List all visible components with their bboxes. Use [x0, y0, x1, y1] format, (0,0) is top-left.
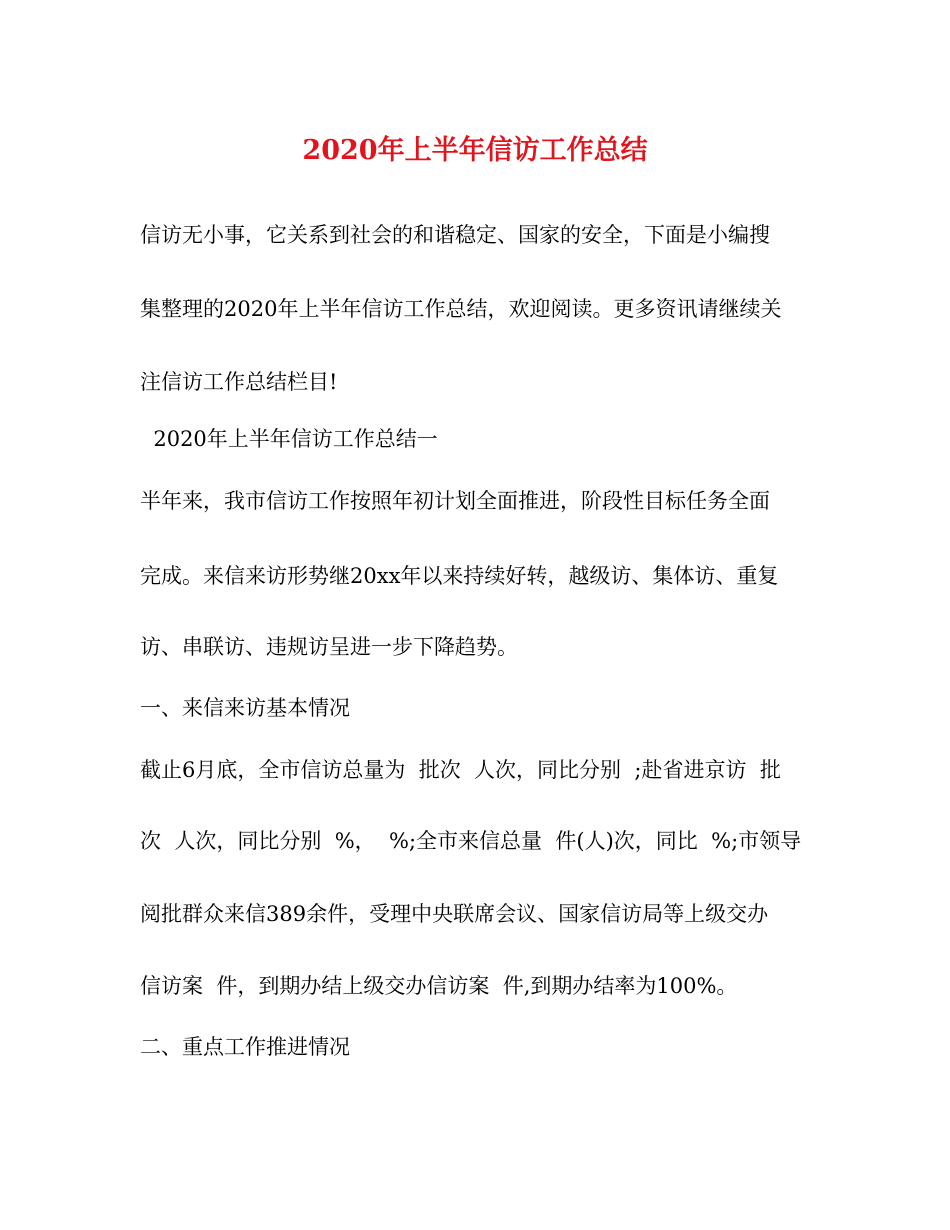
intro-line-2: 集整理的2020年上半年信访工作总结，欢迎阅读。更多资讯请继续关 [140, 297, 782, 321]
heading-2: 二、重点工作推进情况 [140, 1035, 350, 1059]
intro-line-1: 信访无小事，它关系到社会的和谐稳定、国家的安全，下面是小编搜 [140, 223, 770, 247]
paragraph-2-line-3: 阅批群众来信389余件，受理中央联席会议、国家信访局等上级交办 [140, 902, 769, 926]
page-title: 2020年上半年信访工作总结 [302, 135, 648, 166]
paragraph-1-line-3: 访、串联访、违规访呈进一步下降趋势。 [140, 635, 518, 659]
paragraph-2-line-4: 信访案 件，到期办结上级交办信访案 件,到期办结率为100%。 [140, 974, 738, 998]
paragraph-2-line-2: 次 人次，同比分别 %， %;全市来信总量 件(人)次，同比 %;市领导 [140, 829, 802, 853]
paragraph-2-line-1: 截止6月底，全市信访总量为 批次 人次，同比分别 ;赴省进京访 批 [140, 758, 781, 782]
intro-line-3: 注信访工作总结栏目! [140, 370, 338, 394]
section-subtitle: 2020年上半年信访工作总结一 [140, 427, 438, 451]
paragraph-1-line-1: 半年来，我市信访工作按照年初计划全面推进，阶段性目标任务全面 [140, 489, 770, 513]
paragraph-1-line-2: 完成。来信来访形势继20xx年以来持续好转，越级访、集体访、重复 [140, 564, 779, 588]
heading-1: 一、来信来访基本情况 [140, 696, 350, 720]
